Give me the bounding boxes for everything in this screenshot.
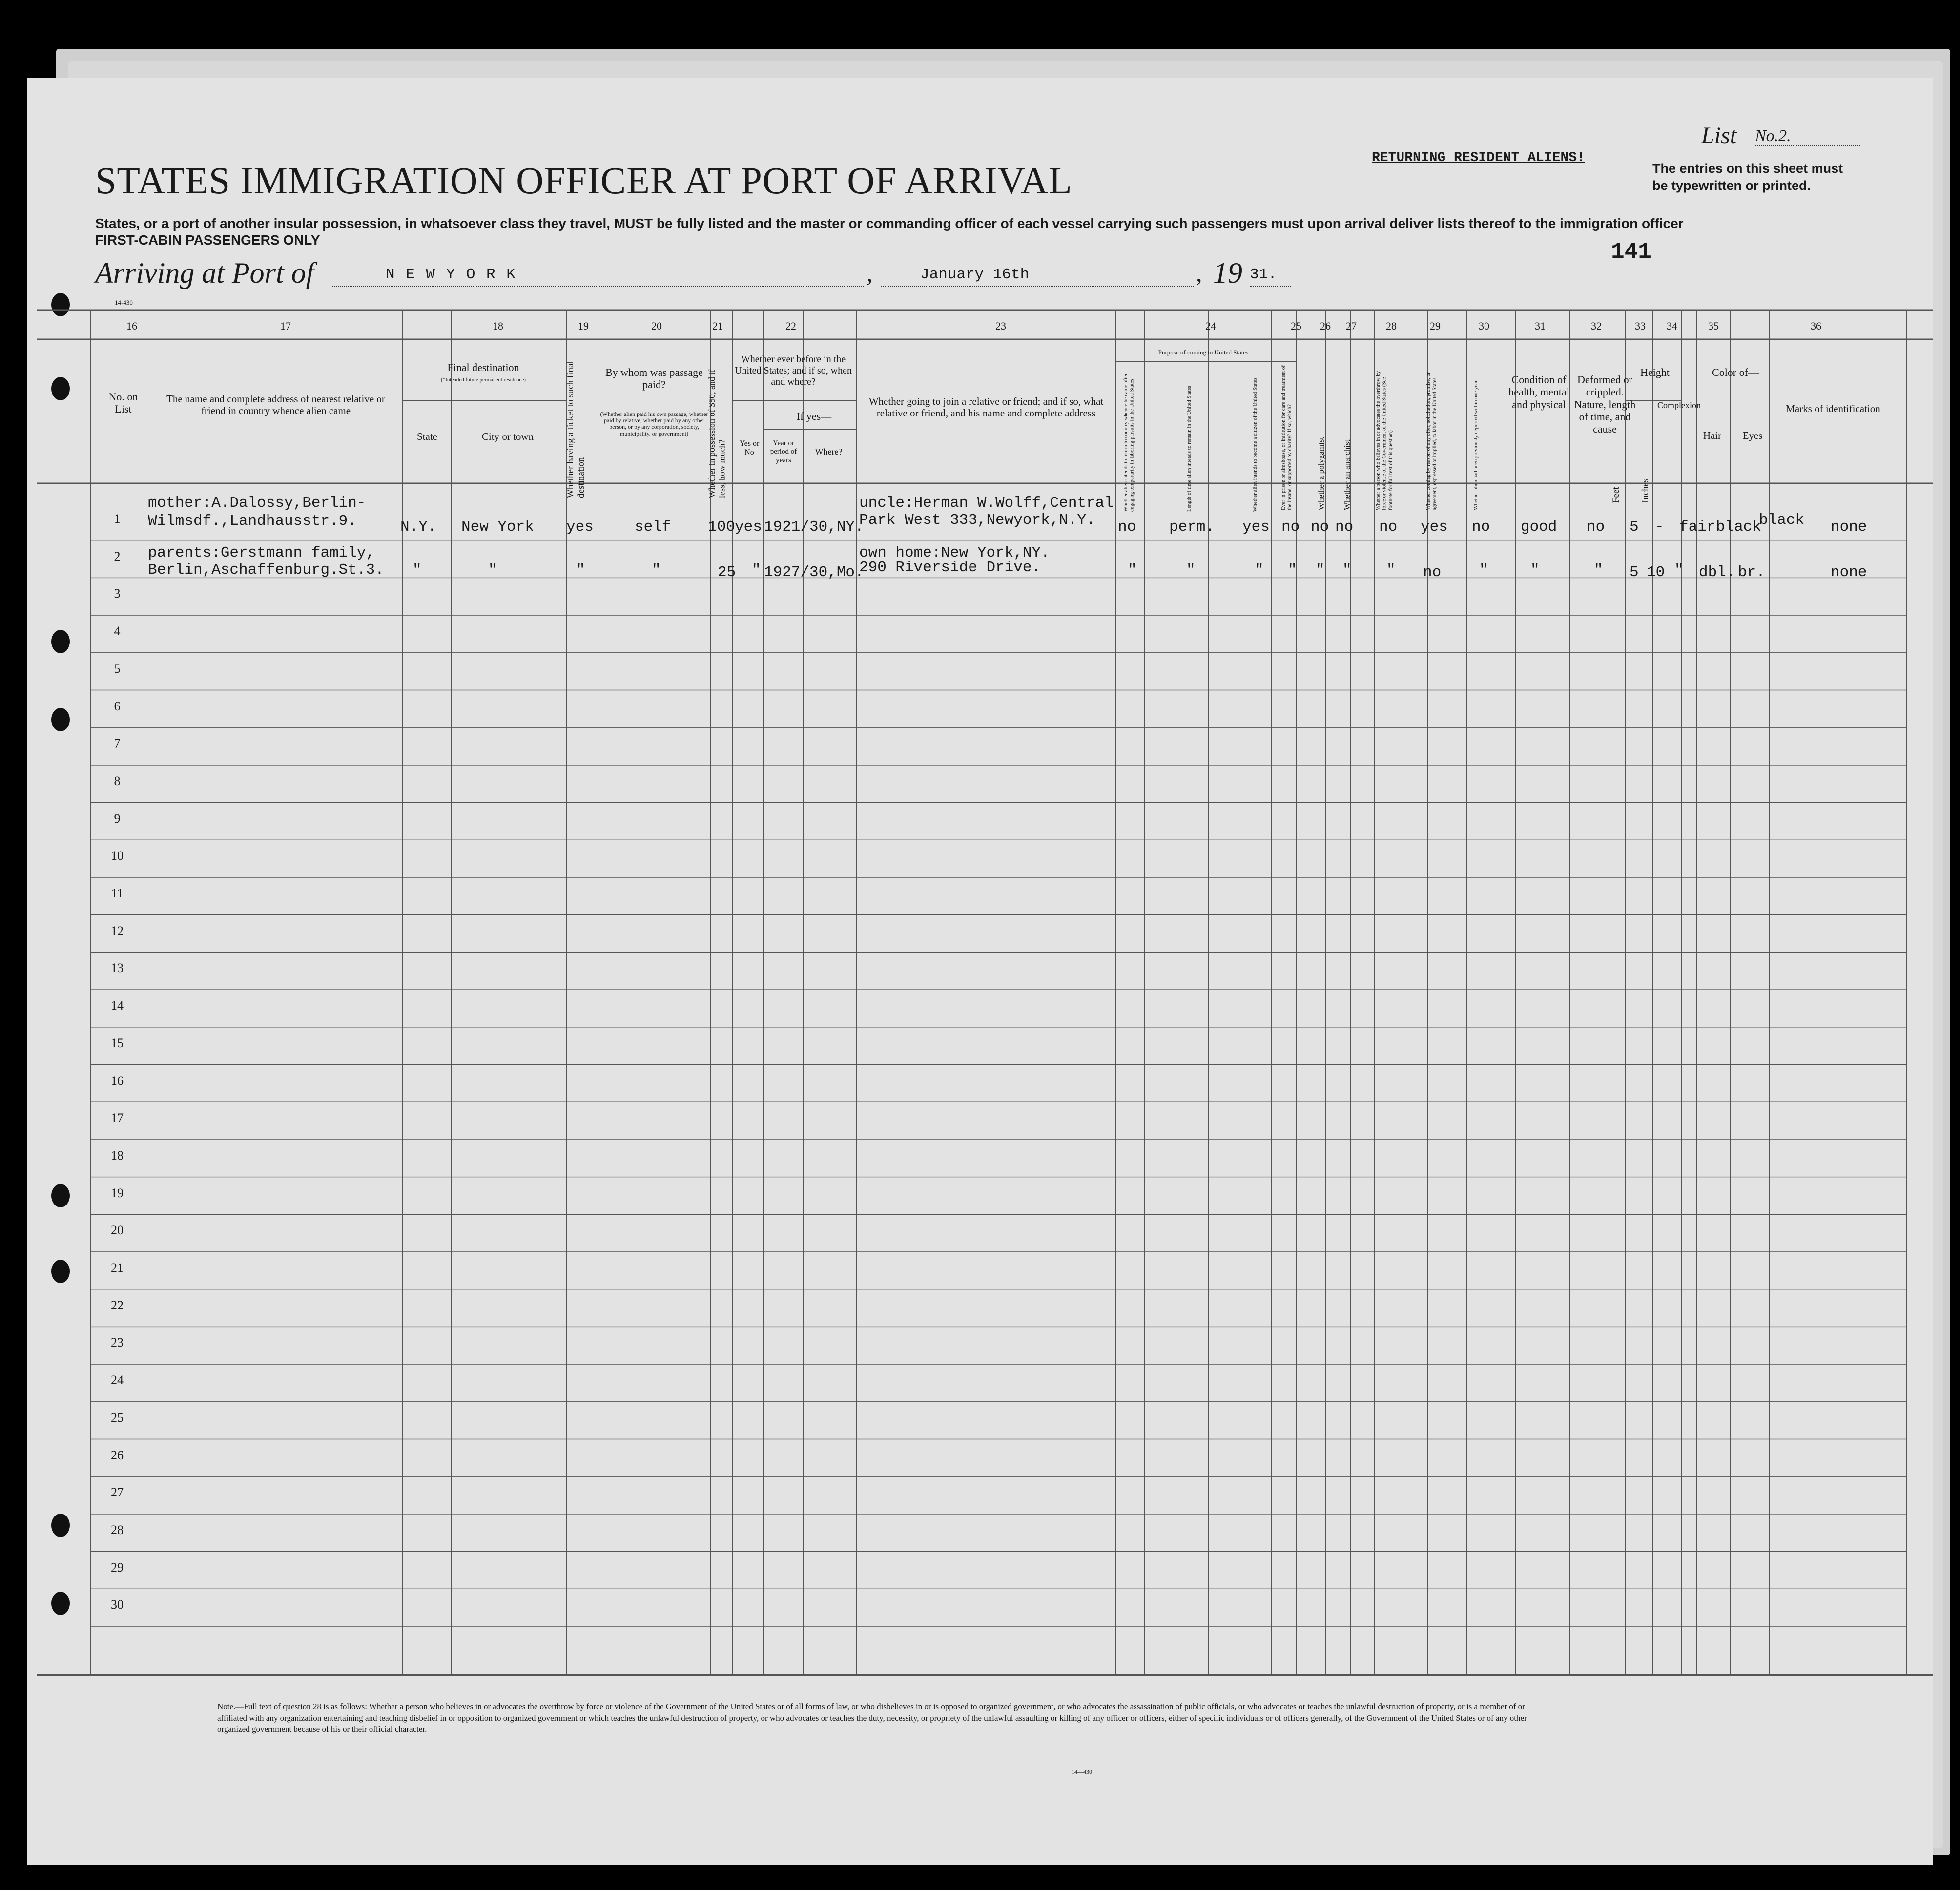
hdr-before: Whether ever before in the United States; and if so, when and where? bbox=[735, 354, 852, 387]
inches: 10 bbox=[1647, 564, 1665, 581]
hdr-where: Where? bbox=[815, 447, 843, 457]
date-value: January 16th bbox=[920, 266, 1030, 283]
hdr-deformed: Deformed or crippled. Nature, length of time, and cause bbox=[1574, 374, 1636, 436]
hdr-if-yes: If yes— bbox=[796, 410, 832, 422]
comma-2: , bbox=[1196, 259, 1202, 287]
paid-by: " bbox=[652, 561, 661, 579]
city: New York bbox=[461, 519, 534, 536]
year-suffix: 31. bbox=[1250, 266, 1277, 283]
hdr-yes-no: Yes or No bbox=[739, 439, 760, 457]
join-line-1: uncle:Herman W.Wolff,Central bbox=[859, 495, 1114, 512]
hdr-health: Condition of health, mental and physical bbox=[1508, 374, 1569, 411]
relative-line-2: Berlin,Aschaffenburg.St.3. bbox=[148, 561, 384, 579]
hdr-ticket: Whether having a ticket to such final destination bbox=[565, 361, 586, 498]
before-yes: " bbox=[752, 561, 761, 579]
return: " bbox=[1128, 561, 1137, 579]
row-number: 1 bbox=[114, 512, 121, 526]
row-number: 16 bbox=[111, 1073, 124, 1088]
colnum-17: 17 bbox=[280, 320, 291, 332]
colnum-28: 28 bbox=[1386, 320, 1397, 332]
first-cabin: FIRST-CABIN PASSENGERS ONLY bbox=[95, 232, 320, 248]
anarchist: " bbox=[1342, 561, 1352, 579]
hdr-final-destination-sub: (*Intended future permanent residence) bbox=[441, 377, 526, 383]
list-label: List bbox=[1701, 123, 1737, 148]
overthrow: " bbox=[1386, 561, 1396, 579]
colnum-24: 24 bbox=[1205, 320, 1216, 332]
paid-by: self bbox=[635, 519, 671, 536]
row-number: 12 bbox=[111, 923, 124, 938]
hdr-join-relative: Whether going to join a relative or friend; and if so, what relative or friend, and his name and complete address bbox=[868, 395, 1104, 419]
row-number: 8 bbox=[114, 773, 121, 788]
page-title: STATES IMMIGRATION OFFICER AT PORT OF ARRIVAL bbox=[95, 159, 1073, 202]
colnum-35: 35 bbox=[1708, 320, 1719, 332]
colnum-25: 25 bbox=[1291, 320, 1301, 332]
row-number: 4 bbox=[114, 624, 121, 639]
form-number: 14—430 bbox=[1072, 1768, 1092, 1775]
eyes: br. bbox=[1738, 564, 1765, 581]
footnote: Note.—Full text of question 28 is as follows: Whether a person who believes in or advocates the overthrow by force or violence of the Government of the United States or of all forms of law, or who disbelieves in or is opposed to organized government, or who advocates the assassination of public officials, or who advocates or teaches the unlawful destruction of property, or is a member of or affiliated with any organization entertaining and teaching disbelief in or opposition to organized government or which teaches the unlawful destruction of property, or who advocates or teaches the duty, necessity, or propriety of the unlawful assaulting or killing of any officer or officers, either of specific individuals or of officers generally, of the Government of the United States or of any other organized government because of his or their official character. bbox=[217, 1702, 1527, 1734]
row-number: 13 bbox=[111, 961, 124, 976]
hdr-purpose: Purpose of coming to United States bbox=[1158, 349, 1249, 356]
manifest-sheet bbox=[27, 78, 1933, 1865]
hdr-no-on-list: No. on List bbox=[108, 391, 138, 415]
polygamist: no bbox=[1311, 519, 1329, 536]
colnum-32: 32 bbox=[1591, 320, 1602, 332]
hdr-state: State bbox=[417, 431, 437, 442]
row-number: 15 bbox=[111, 1036, 124, 1050]
hdr-labor: Whether coming by reason of any offer, solicitation, promise, or agreement, expressed or implied, to labor in the United States bbox=[1425, 372, 1438, 510]
typewritten-note-2: be typewritten or printed. bbox=[1652, 178, 1811, 193]
deported: " bbox=[1479, 561, 1488, 579]
hdr-year-period: Year or period of years bbox=[770, 439, 797, 464]
colnum-21: 21 bbox=[712, 320, 723, 332]
colnum-19: 19 bbox=[578, 320, 589, 332]
colnum-18: 18 bbox=[493, 320, 503, 332]
typewritten-note-1: The entries on this sheet must bbox=[1652, 161, 1843, 176]
intro-line: States, or a port of another insular possession, in whatsoever class they travel, MUST be fully listed and the master or commanding officer of each vessel carrying such passengers must upon arrival deliver lists thereof to the immigration officer bbox=[95, 216, 1684, 231]
hdr-length: Length of time alien intends to remain in the United States bbox=[1186, 386, 1192, 512]
row-number: 22 bbox=[111, 1298, 124, 1312]
relative-line-2: Wilmsdf.,Landhausstr.9. bbox=[148, 513, 357, 530]
complexion: fair bbox=[1679, 519, 1716, 536]
hair: black bbox=[1716, 519, 1762, 536]
colnum-31: 31 bbox=[1535, 320, 1546, 332]
colnum-30: 30 bbox=[1479, 320, 1489, 332]
deformed: no bbox=[1587, 519, 1605, 536]
hair: dbl. bbox=[1699, 564, 1735, 581]
eyes: black bbox=[1759, 512, 1805, 529]
manifest-grid bbox=[27, 78, 1933, 1865]
money: 25 bbox=[718, 564, 736, 581]
join-line-1: own home:New York,NY. bbox=[859, 544, 1050, 561]
length: perm. bbox=[1169, 519, 1215, 536]
hdr-hair: Hair bbox=[1703, 430, 1722, 441]
before-years: 1927/30,Mo. bbox=[764, 564, 864, 581]
feet: 5 bbox=[1630, 564, 1639, 581]
row-number: 18 bbox=[111, 1148, 124, 1163]
colnum-36: 36 bbox=[1811, 320, 1821, 332]
row-number: 20 bbox=[111, 1223, 124, 1238]
sheet-number: 141 bbox=[1611, 239, 1651, 265]
form-number-top: 14-430 bbox=[115, 299, 133, 306]
ticket: yes bbox=[566, 519, 594, 536]
colnum-29: 29 bbox=[1430, 320, 1441, 332]
join-line-2: Park West 333,Newyork,N.Y. bbox=[859, 512, 1095, 529]
row-number: 28 bbox=[111, 1522, 124, 1537]
health: good bbox=[1521, 519, 1557, 536]
labor: no bbox=[1423, 564, 1442, 581]
hdr-inches: Inches bbox=[1640, 478, 1651, 503]
labor: yes bbox=[1421, 519, 1448, 536]
inches: - bbox=[1655, 519, 1664, 536]
hdr-feet: Feet bbox=[1611, 487, 1621, 503]
hdr-color-of: Color of— bbox=[1712, 366, 1759, 378]
row-number: 3 bbox=[114, 586, 121, 601]
hdr-return: Whether alien intends to return to country whence he came after engaging temporarily in laboring pursuits in the United States bbox=[1123, 374, 1135, 512]
row-number: 23 bbox=[111, 1335, 124, 1350]
hdr-eyes: Eyes bbox=[1742, 430, 1763, 441]
year-prefix: 19 bbox=[1213, 257, 1242, 289]
prison: no bbox=[1281, 519, 1300, 536]
list-number: No.2. bbox=[1755, 127, 1860, 146]
feet: 5 bbox=[1630, 519, 1639, 536]
hdr-final-destination: Final destination bbox=[447, 361, 519, 374]
row-number: 5 bbox=[114, 661, 121, 676]
before-yes: yes bbox=[735, 519, 762, 536]
hdr-marks: Marks of identification bbox=[1786, 403, 1880, 415]
row-number: 26 bbox=[111, 1448, 124, 1462]
before-years: 1921/30,NY. bbox=[764, 519, 864, 536]
returning-resident-aliens: RETURNING RESIDENT ALIENS! bbox=[1372, 150, 1585, 166]
city: " bbox=[488, 561, 497, 579]
row-number: 9 bbox=[114, 811, 121, 826]
row-number: 11 bbox=[111, 886, 124, 900]
relative-line-1: parents:Gerstmann family, bbox=[148, 544, 375, 561]
hdr-overthrow: Whether a person who believes in or advocates the overthrow by force or violence of the Government of the United States (See footnote for full text of this question) bbox=[1375, 371, 1394, 510]
marks: none bbox=[1831, 564, 1867, 581]
row-number: 27 bbox=[111, 1485, 124, 1500]
hdr-city: City or town bbox=[481, 431, 534, 442]
complexion: " bbox=[1674, 561, 1684, 579]
state: " bbox=[413, 561, 422, 579]
marks: none bbox=[1831, 519, 1867, 536]
anarchist: no bbox=[1335, 519, 1354, 536]
row-number: 25 bbox=[111, 1410, 124, 1425]
health: " bbox=[1530, 561, 1540, 579]
port-value: N E W Y O R K bbox=[386, 266, 516, 283]
state: N.Y. bbox=[400, 519, 437, 536]
citizen: yes bbox=[1242, 519, 1270, 536]
length: " bbox=[1186, 561, 1196, 579]
colnum-22: 22 bbox=[785, 320, 796, 332]
row-number: 6 bbox=[114, 699, 121, 713]
comma: , bbox=[867, 259, 873, 287]
hdr-height: Height bbox=[1640, 366, 1670, 378]
hdr-deported: Whether alien had been previously deported within one year bbox=[1473, 380, 1479, 510]
arriving-label: Arriving at Port of bbox=[95, 257, 314, 289]
citizen: " bbox=[1255, 561, 1264, 579]
relative-line-1: mother:A.Dalossy,Berlin- bbox=[148, 495, 366, 512]
hdr-anarchist: Whether an anarchist bbox=[1342, 439, 1352, 510]
join-line-2: 290 Riverside Drive. bbox=[859, 559, 1041, 576]
deformed: " bbox=[1594, 561, 1603, 579]
hdr-citizen: Whether alien intends to become a citizen of the United States bbox=[1252, 377, 1258, 512]
hdr-paid-by-sub: (Whether alien paid his own passage, whether paid by relative, whether paid by any other person, or by any corporation, society, municipality, or government) bbox=[600, 411, 708, 437]
hdr-polygamist: Whether a polygamist bbox=[1317, 436, 1326, 510]
row-number: 17 bbox=[111, 1111, 124, 1125]
colnum-16: 16 bbox=[126, 320, 137, 332]
polygamist: " bbox=[1316, 561, 1325, 579]
deported: no bbox=[1472, 519, 1490, 536]
money: 100 bbox=[708, 519, 735, 536]
hdr-relative: The name and complete address of nearest relative or friend in country whence alien came bbox=[166, 393, 385, 417]
colnum-23: 23 bbox=[995, 320, 1006, 332]
row-number: 21 bbox=[111, 1261, 124, 1275]
row-number: 30 bbox=[111, 1598, 124, 1612]
colnum-34: 34 bbox=[1667, 320, 1677, 332]
colnum-27: 27 bbox=[1346, 320, 1357, 332]
row-number: 24 bbox=[111, 1373, 124, 1388]
colnum-20: 20 bbox=[651, 320, 662, 332]
prison: " bbox=[1288, 561, 1297, 579]
hdr-complexion: Complexion bbox=[1657, 400, 1701, 410]
row-number: 29 bbox=[111, 1560, 124, 1575]
return: no bbox=[1118, 519, 1136, 536]
colnum-33: 33 bbox=[1635, 320, 1646, 332]
row-number: 14 bbox=[111, 998, 124, 1013]
overthrow: no bbox=[1379, 519, 1398, 536]
row-number: 7 bbox=[114, 736, 121, 751]
colnum-26: 26 bbox=[1320, 320, 1331, 332]
hdr-money: Whether in possession of $50, and if less, how much? bbox=[707, 369, 727, 498]
row-number: 19 bbox=[111, 1185, 124, 1200]
hdr-prison: Ever in prison or almshouse, or institution for care and treatment of the insane, or supported by charity? If so, which? bbox=[1280, 365, 1293, 510]
hdr-paid-by: By whom was passage paid? bbox=[605, 366, 703, 391]
row-number: 10 bbox=[111, 849, 124, 863]
row-number: 2 bbox=[114, 549, 121, 563]
ticket: " bbox=[576, 561, 585, 579]
